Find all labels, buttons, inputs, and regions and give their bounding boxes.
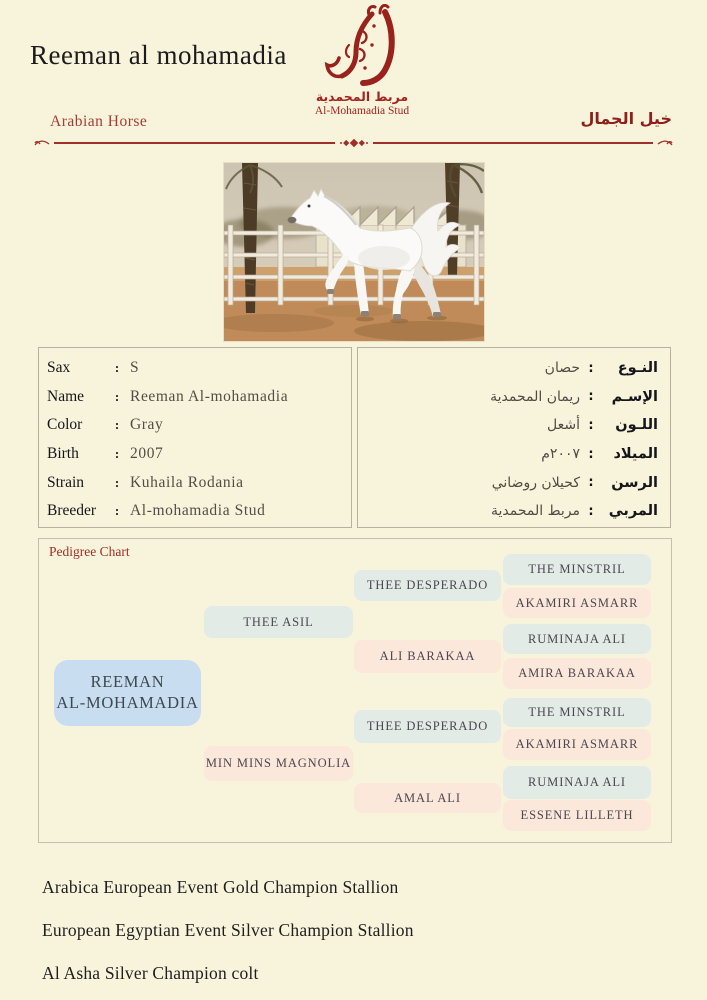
pedigree-chart — [38, 538, 672, 843]
info-row — [47, 497, 351, 526]
info-label: Breeder — [47, 502, 97, 520]
info-label: المربي — [608, 503, 658, 520]
pedigree-node-dam: ALI BARAKAA — [354, 640, 501, 673]
info-row — [358, 411, 658, 440]
divider-flourish-right-icon — [657, 138, 673, 148]
info-colon: : — [588, 446, 594, 462]
pedigree-node-sire: RUMINAJA ALI — [503, 624, 651, 654]
pedigree-chart-title: Pedigree Chart — [49, 544, 130, 559]
info-row — [358, 440, 658, 469]
info-value: حصان — [544, 360, 580, 377]
stud-logo — [300, 4, 424, 117]
info-colon: : — [588, 417, 594, 433]
info-colon: : — [588, 475, 594, 491]
info-row — [47, 411, 351, 440]
info-colon: : — [114, 503, 120, 519]
ornamental-divider — [30, 136, 677, 150]
info-row — [47, 468, 351, 497]
pedigree-node-sire: THEE DESPERADO — [354, 570, 501, 601]
info-value: S — [130, 359, 140, 377]
info-row — [47, 383, 351, 412]
info-label: Color — [47, 416, 83, 434]
info-colon: : — [114, 417, 120, 433]
pedigree-node-sire: THEE ASIL — [204, 606, 353, 638]
horse-photo-illustration — [224, 163, 484, 341]
pedigree-node-sire: THEE DESPERADO — [354, 710, 501, 743]
header-arabian-horse: Arabian Horse — [50, 113, 148, 130]
info-row — [358, 468, 658, 497]
info-label: الرسن — [611, 474, 658, 491]
header-arabic: خيل الجمال — [580, 109, 672, 128]
info-colon: : — [588, 503, 594, 519]
info-value: 2007 — [130, 445, 164, 463]
info-label: Name — [47, 387, 85, 405]
info-colon: : — [114, 474, 120, 490]
info-colon: : — [588, 389, 594, 405]
info-row — [358, 354, 658, 383]
info-value: Al-mohamadia Stud — [130, 502, 266, 520]
info-value: كحيلان روضاني — [491, 474, 580, 491]
info-row — [358, 383, 658, 412]
info-value: ريمان المحمدية — [490, 388, 580, 405]
info-box-arabic — [357, 347, 671, 528]
horse-head-calligraphy-icon — [315, 4, 409, 88]
info-colon: : — [114, 446, 120, 462]
achievement-line: European Egyptian Event Silver Champion Stallion — [42, 920, 414, 940]
pedigree-node-root — [54, 660, 201, 726]
info-row — [47, 440, 351, 469]
divider-flourish-left-icon — [34, 138, 50, 148]
achievement-line: Arabica European Event Gold Champion Stallion — [42, 877, 399, 897]
info-row — [358, 497, 658, 526]
info-value: Kuhaila Rodania — [130, 473, 244, 491]
info-label: اللـون — [615, 417, 658, 434]
pedigree-node-dam: AKAMIRI ASMARR — [503, 729, 651, 760]
info-value: Reeman Al-mohamadia — [130, 387, 289, 405]
info-value: Gray — [130, 416, 164, 434]
info-value: أشعل — [547, 417, 580, 434]
pedigree-node-dam: AKAMIRI ASMARR — [503, 588, 651, 618]
info-box-english — [38, 347, 352, 528]
root-name-line1: REEMAN — [90, 672, 165, 692]
pedigree-node-sire: THE MINSTRIL — [503, 698, 651, 727]
info-row — [47, 354, 351, 383]
pedigree-node-sire: THE MINSTRIL — [503, 554, 651, 585]
info-value: ٢٠٠٧م — [541, 446, 580, 463]
pedigree-node-dam: AMIRA BARAKAA — [503, 658, 651, 689]
stud-name-arabic: مربط المحمدية — [315, 89, 409, 104]
info-colon: : — [114, 388, 120, 404]
info-label: النـوع — [617, 360, 658, 377]
achievement-line: Al Asha Silver Champion colt — [42, 963, 259, 983]
root-name-line2: AL-MOHAMADIA — [56, 693, 199, 712]
page-title: Reeman al mohamadia — [30, 40, 287, 70]
info-value: مربط المحمدية — [491, 503, 580, 520]
info-label: الميلاد — [613, 446, 658, 463]
info-label: الإسـم — [611, 388, 658, 405]
stud-name-latin: Al-Mohamadia Stud — [314, 105, 410, 117]
pedigree-node-dam: MIN MINS MAGNOLIA — [204, 746, 353, 781]
info-label: Strain — [47, 473, 85, 491]
info-colon: : — [588, 360, 594, 376]
pedigree-node-dam: ESSENE LILLETH — [503, 800, 651, 831]
divider-center-ornament-icon — [339, 137, 369, 149]
info-label: Sax — [47, 359, 71, 377]
pedigree-node-dam: AMAL ALI — [354, 783, 501, 813]
info-colon: : — [114, 360, 120, 376]
info-label: Birth — [47, 445, 79, 463]
pedigree-node-sire: RUMINAJA ALI — [503, 766, 651, 799]
horse-photo — [224, 163, 484, 341]
